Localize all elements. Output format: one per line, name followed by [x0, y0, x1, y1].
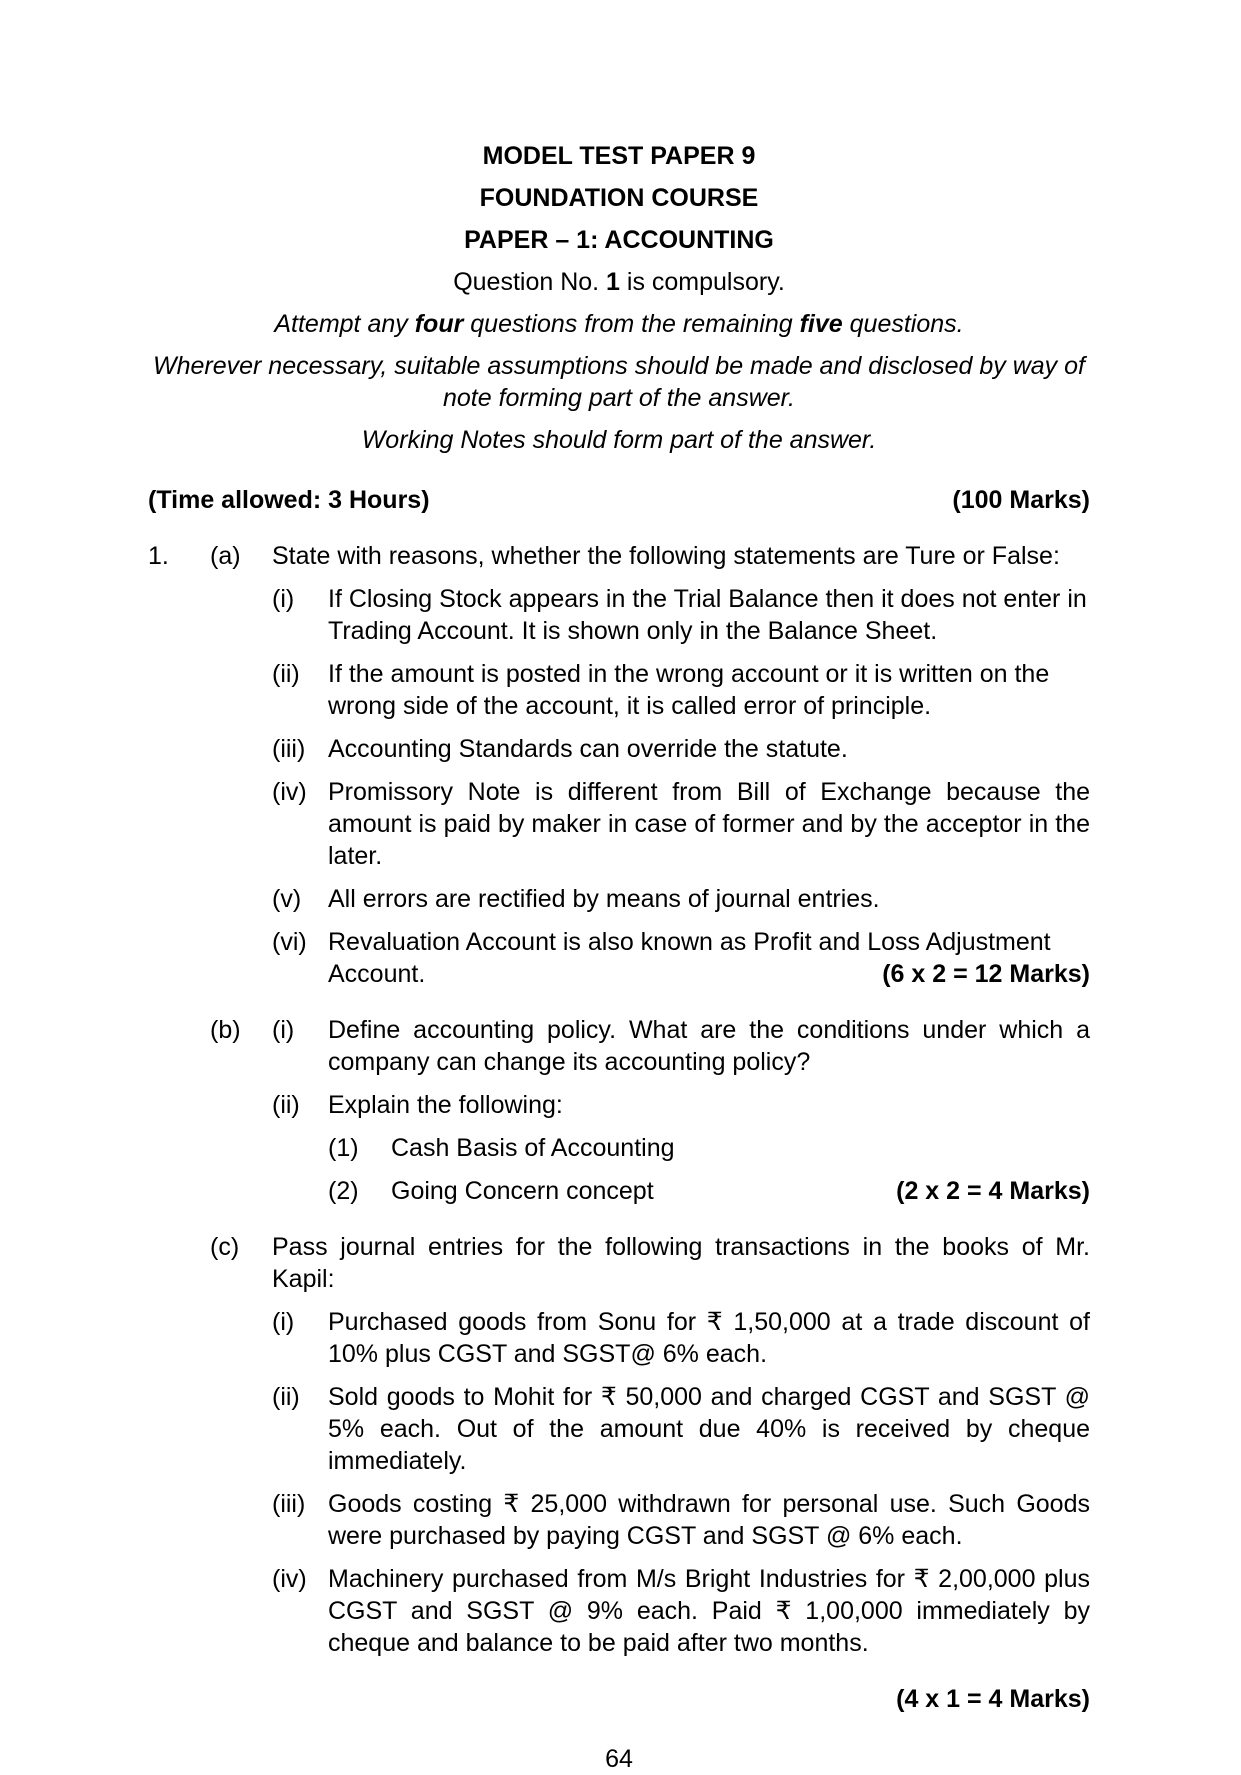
item-label: (i) — [272, 585, 295, 613]
part-a-intro: State with reasons, whether the following statements are Ture or False: — [272, 542, 1060, 570]
subitem-text: Going Concern concept — [391, 1177, 654, 1205]
item-text: Promissory Note is different from Bill of Exchange because the amount is paid by maker in case of former and by the acceptor in the later. — [328, 778, 1090, 870]
item-text: Accounting Standards can override the statute. — [328, 735, 848, 763]
paper-title-line-1: MODEL TEST PAPER 9 — [482, 142, 756, 170]
item-label: (i) — [272, 1308, 295, 1336]
part-c-label: (c) — [210, 1233, 240, 1261]
subitem-2 — [328, 1175, 1090, 1207]
part-b-label: (b) — [210, 1016, 241, 1044]
question-number: 1. — [148, 542, 169, 570]
subitem-label: (2) — [328, 1177, 359, 1205]
part-a-label: (a) — [210, 542, 241, 570]
item-text: Explain the following: — [328, 1091, 563, 1119]
item-label: (vi) — [272, 928, 307, 956]
part-c-marks-badge: (4 x 1 = 4 Marks) — [896, 1685, 1090, 1713]
transaction-item-iii — [272, 1488, 1090, 1552]
item-text: Define accounting policy. What are the conditions under which a company can change its accounting policy? — [328, 1016, 1090, 1076]
item-label: (ii) — [272, 1383, 300, 1411]
working-note: Working Notes should form part of the answer. — [361, 426, 877, 454]
item-text: Goods costing ₹ 25,000 withdrawn for personal use. Such Goods were purchased by paying CGST and SGST @ 6% each. — [328, 1490, 1090, 1550]
time-marks-row — [148, 484, 1090, 516]
attempt-note — [148, 308, 1090, 340]
page-number: 64 — [605, 1745, 633, 1773]
attempt-note-p1: Attempt any — [274, 310, 415, 338]
part-b-item-ii — [272, 1089, 1090, 1207]
statement-item-v — [272, 883, 1090, 915]
subitem-1 — [328, 1132, 1090, 1164]
item-text-with-marks — [328, 926, 1090, 990]
item-label: (v) — [272, 885, 302, 913]
compulsory-note — [148, 266, 1090, 298]
question-1-part-c — [148, 1231, 1090, 1659]
statement-item-vi — [272, 926, 1090, 990]
subitem-label: (1) — [328, 1134, 359, 1162]
item-text: Purchased goods from Sonu for ₹ 1,50,000 at a trade discount of 10% plus CGST and SGST@ 6% each. — [328, 1308, 1090, 1368]
subitem-text-with-marks — [391, 1175, 1090, 1207]
transaction-item-i — [272, 1306, 1090, 1370]
question-1-part-a — [148, 540, 1090, 990]
subitem-text: Cash Basis of Accounting — [391, 1134, 675, 1162]
attempt-note-four: four — [414, 310, 464, 338]
statement-item-iv — [272, 776, 1090, 872]
item-text: Revaluation Account is also known as Profit and Loss Adjustment Account. — [328, 928, 1051, 988]
part-b-item-i — [272, 1014, 1090, 1078]
question-1-part-b — [148, 1014, 1090, 1207]
item-text: All errors are rectified by means of journal entries. — [328, 885, 880, 913]
paper-header — [148, 140, 1090, 456]
statement-item-i — [272, 583, 1090, 647]
attempt-note-p2: questions from the remaining — [463, 310, 800, 338]
part-c-content — [272, 1231, 1090, 1659]
item-label: (ii) — [272, 660, 300, 688]
transaction-item-ii — [272, 1381, 1090, 1477]
total-marks-label: (100 Marks) — [952, 486, 1090, 514]
item-text: Machinery purchased from M/s Bright Industries for ₹ 2,00,000 plus CGST and SGST @ 9% each. Paid ₹ 1,00,000 immediately by cheque and balance to be paid after two months. — [328, 1565, 1090, 1657]
attempt-note-five: five — [799, 310, 843, 338]
compulsory-note-post: is compulsory. — [619, 268, 785, 296]
part-b-marks-badge: (2 x 2 = 4 Marks) — [896, 1177, 1090, 1205]
part-c-intro: Pass journal entries for the following transactions in the books of Mr. Kapil: — [272, 1233, 1090, 1293]
paper-title-line-3: PAPER – 1: ACCOUNTING — [464, 226, 774, 254]
item-label: (iii) — [272, 1490, 306, 1518]
paper-title-line-2: FOUNDATION COURSE — [479, 184, 759, 212]
part-b-item-ii-body — [328, 1089, 1090, 1207]
attempt-note-p3: questions. — [842, 310, 964, 338]
item-label: (i) — [272, 1016, 295, 1044]
transaction-item-iv — [272, 1563, 1090, 1659]
time-allowed-label: (Time allowed: 3 Hours) — [148, 486, 430, 514]
item-label: (ii) — [272, 1091, 300, 1119]
item-label: (iii) — [272, 735, 306, 763]
item-text: If the amount is posted in the wrong account or it is written on the wrong side of the account, it is called error of principle. — [328, 660, 1050, 720]
item-label: (iv) — [272, 778, 307, 806]
part-a-content — [272, 540, 1090, 990]
statement-item-iii — [272, 733, 1090, 765]
item-text: If Closing Stock appears in the Trial Balance then it does not enter in Trading Account. It is shown only in the Balance Sheet. — [328, 585, 1087, 645]
item-text: Sold goods to Mohit for ₹ 50,000 and charged CGST and SGST @ 5% each. Out of the amount due 40% is received by cheque immediately. — [328, 1383, 1090, 1475]
assumption-note: Wherever necessary, suitable assumptions should be made and disclosed by way of note forming part of the answer. — [153, 352, 1085, 412]
compulsory-note-bold: 1 — [606, 268, 620, 296]
part-b-content — [272, 1014, 1090, 1207]
statement-item-ii — [272, 658, 1090, 722]
part-a-marks-badge: (6 x 2 = 12 Marks) — [882, 960, 1090, 988]
item-label: (iv) — [272, 1565, 307, 1593]
compulsory-note-pre: Question No. — [453, 268, 607, 296]
